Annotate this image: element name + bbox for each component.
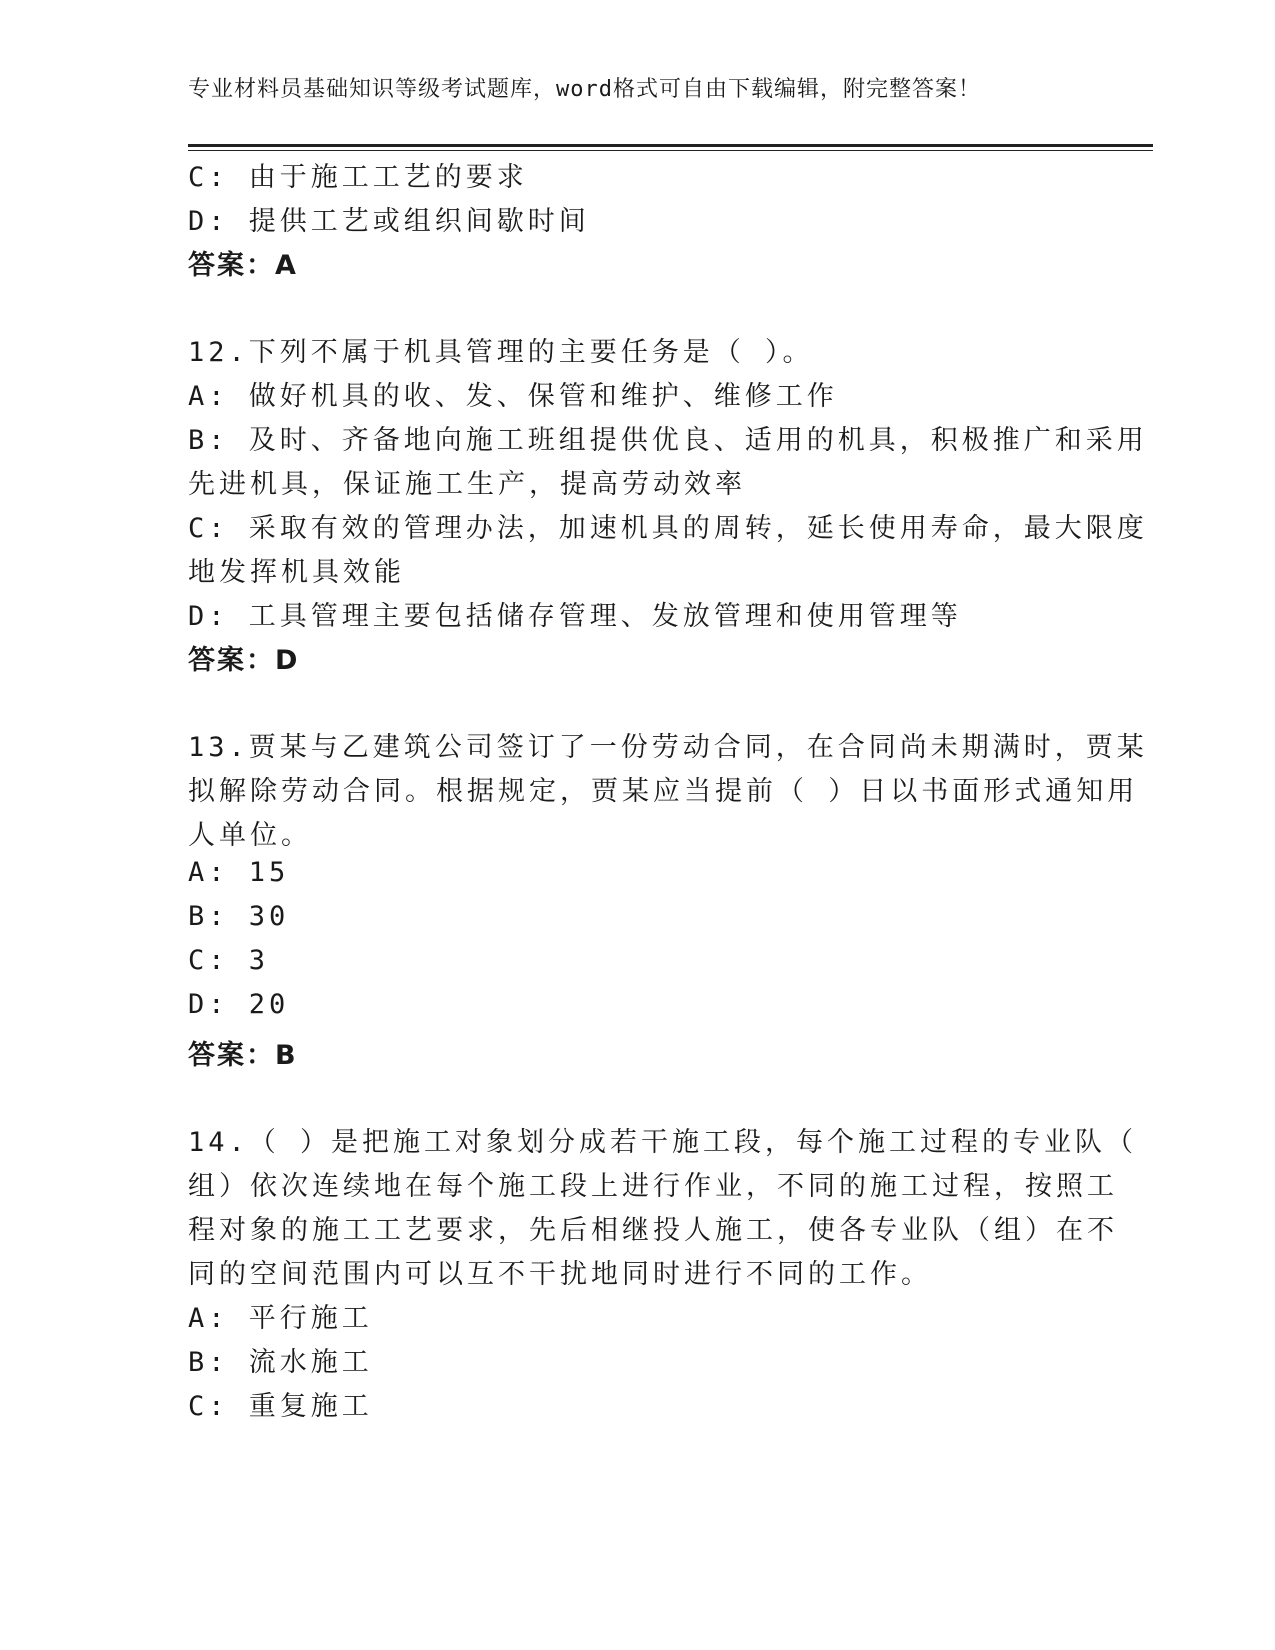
q14-stem-cont-1: 组）依次连续地在每个施工段上进行作业，不同的施工过程，按照工 — [188, 1171, 1118, 1202]
q13-answer: 答案：B — [188, 1040, 298, 1071]
header-rule-thin — [188, 150, 1153, 151]
q14-option-b: B: 流水施工 — [188, 1347, 373, 1378]
q12-stem: 12.下列不属于机具管理的主要任务是（ ）。 — [188, 337, 814, 368]
q14-stem: 14.（ ）是把施工对象划分成若干施工段，每个施工过程的专业队（ — [188, 1127, 1138, 1158]
q12-option-c-cont: 地发挥机具效能 — [188, 557, 405, 588]
q11-option-d: D: 提供工艺或组织间歇时间 — [188, 206, 590, 237]
q12-option-b: B: 及时、齐备地向施工班组提供优良、适用的机具，积极推广和采用 — [188, 425, 1148, 456]
q12-option-d: D: 工具管理主要包括储存管理、发放管理和使用管理等 — [188, 601, 962, 632]
q13-stem: 13.贾某与乙建筑公司签订了一份劳动合同，在合同尚未期满时，贾某 — [188, 732, 1148, 763]
q14-stem-cont-2: 程对象的施工工艺要求，先后相继投人施工，使各专业队（组）在不 — [188, 1215, 1118, 1246]
header-rule-thick — [188, 144, 1153, 147]
q12-option-c: C: 采取有效的管理办法，加速机具的周转，延长使用寿命，最大限度 — [188, 513, 1148, 544]
q14-option-a: A: 平行施工 — [188, 1303, 373, 1334]
q13-option-a: A: 15 — [188, 857, 290, 888]
q14-stem-cont-3: 同的空间范围内可以互不干扰地同时进行不同的工作。 — [188, 1259, 932, 1290]
q11-answer: 答案：A — [188, 250, 298, 281]
q11-option-c: C: 由于施工工艺的要求 — [188, 162, 528, 193]
q12-answer: 答案：D — [188, 645, 300, 676]
q13-option-d: D: 20 — [188, 989, 290, 1020]
q13-option-b: B: 30 — [188, 901, 290, 932]
q12-option-a: A: 做好机具的收、发、保管和维护、维修工作 — [188, 381, 838, 412]
page-header: 专业材料员基础知识等级考试题库，word格式可自由下载编辑，附完整答案！ — [188, 77, 981, 102]
q12-option-b-cont: 先进机具，保证施工生产，提高劳动效率 — [188, 469, 746, 500]
q13-stem-cont-2: 人单位。 — [188, 820, 312, 851]
q13-option-c: C: 3 — [188, 945, 270, 976]
q14-option-c: C: 重复施工 — [188, 1391, 373, 1422]
q13-stem-cont-1: 拟解除劳动合同。根据规定，贾某应当提前（ ）日以书面形式通知用 — [188, 776, 1139, 807]
